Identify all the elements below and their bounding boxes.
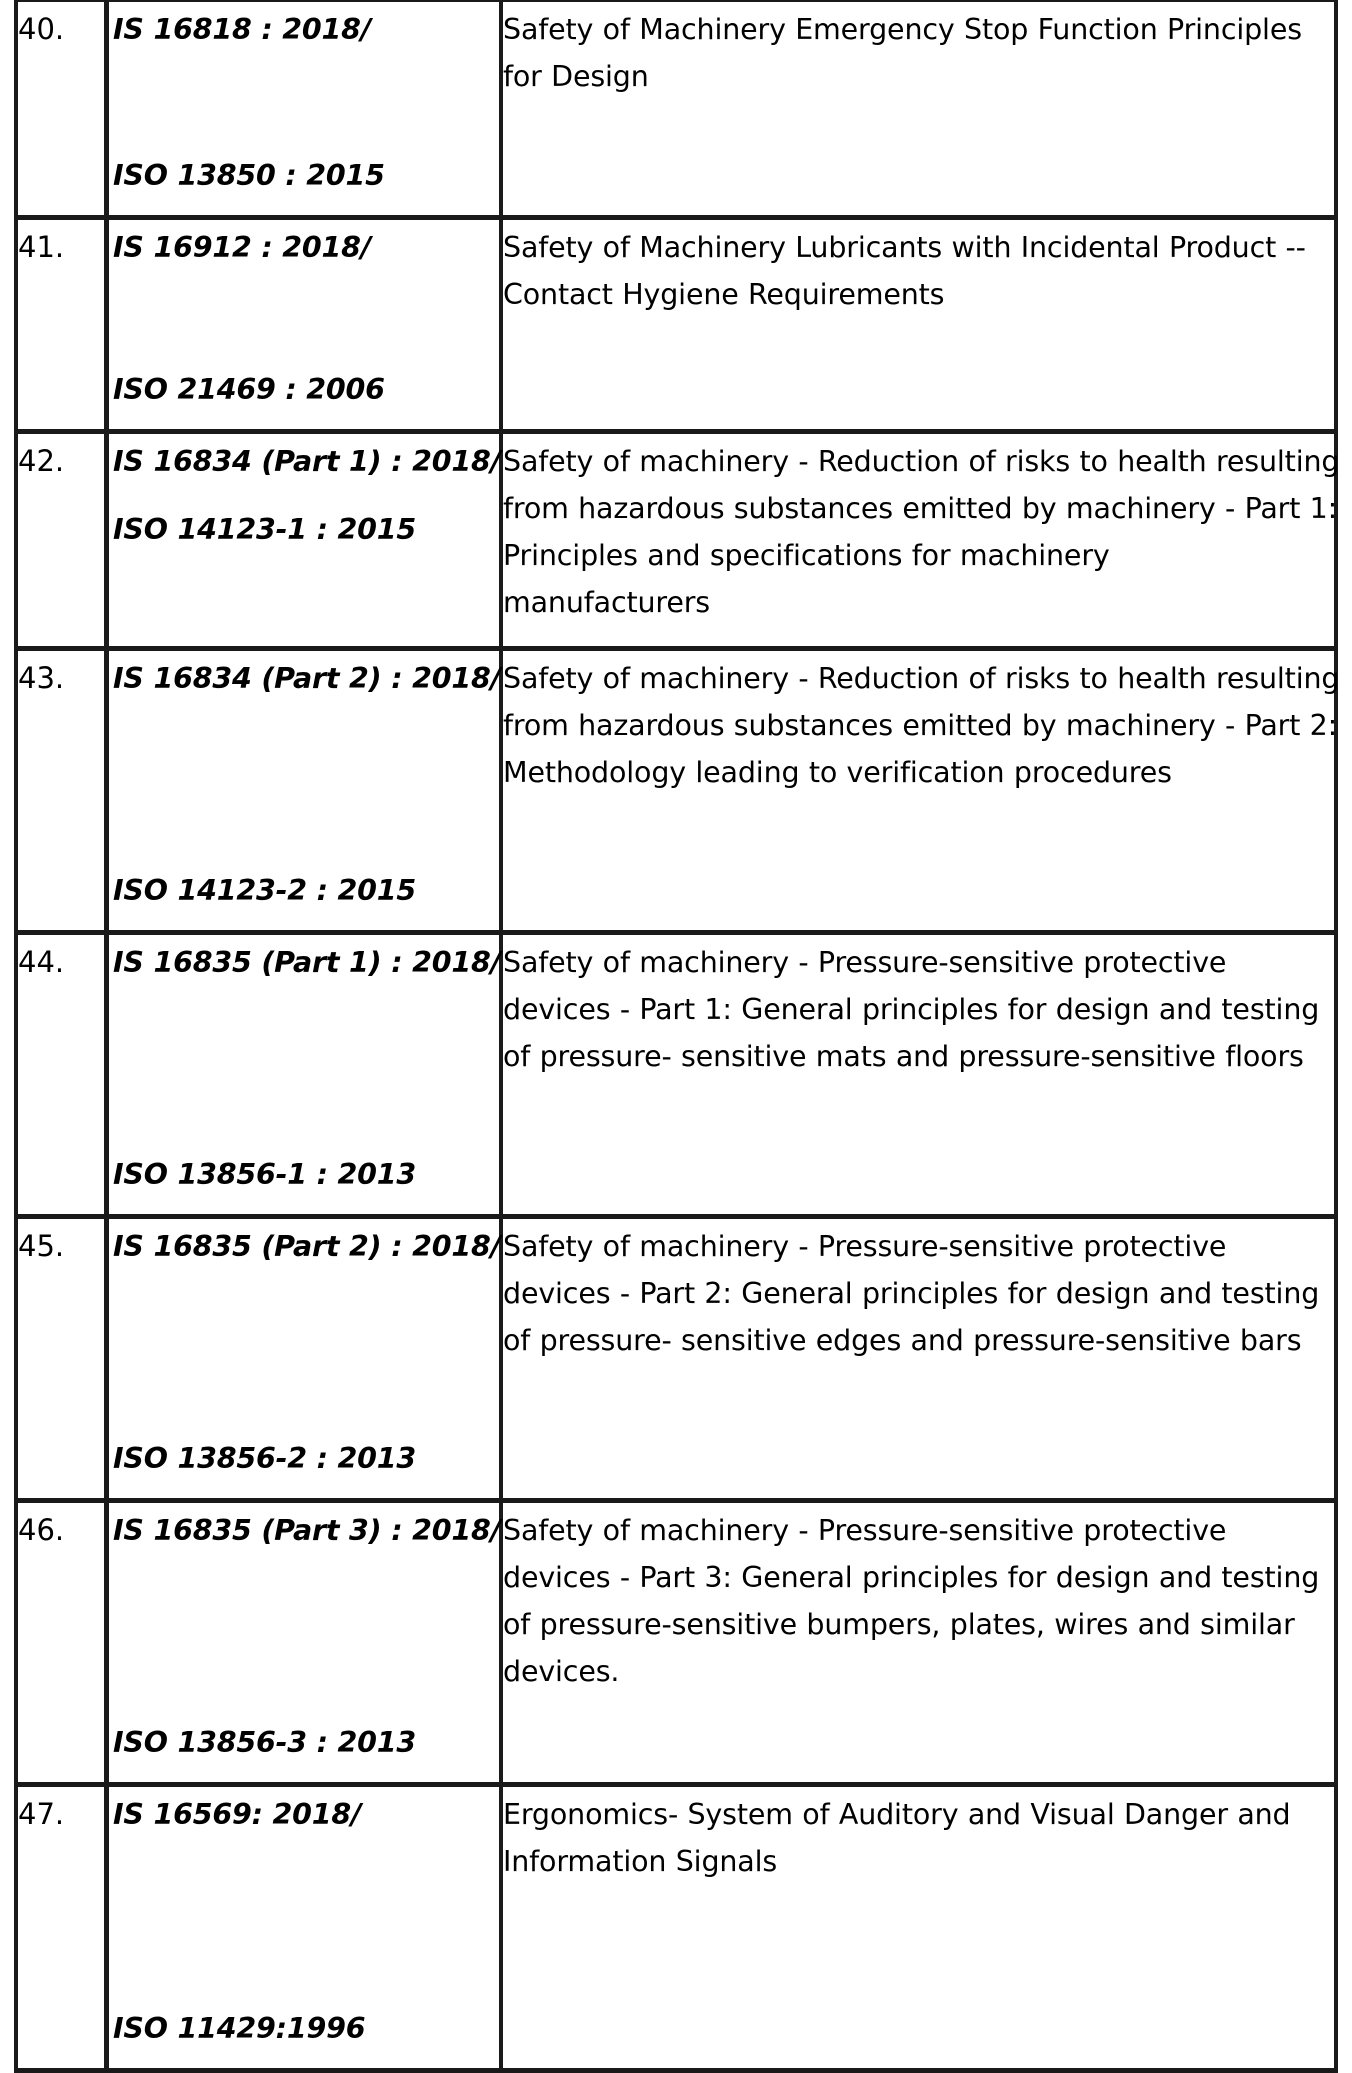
serial-number-cell	[16, 1216, 107, 1500]
title-line: Safety of machinery - Reduction of risks to health resulting	[503, 661, 1340, 695]
standard-title	[503, 1223, 1334, 1365]
serial-number-cell	[16, 217, 107, 431]
standard-code-cell	[107, 932, 502, 1216]
standard-title-cell	[501, 932, 1336, 1216]
standard-title-cell	[501, 1, 1336, 217]
serial-number-cell	[16, 932, 107, 1216]
standard-code-cell	[107, 217, 502, 431]
iso-standard-code: ISO 21469 : 2006	[113, 372, 385, 406]
standard-title-cell	[501, 1500, 1336, 1784]
is-standard-code: IS 16835 (Part 3) : 2018/	[113, 1513, 501, 1547]
table-row	[16, 1500, 1336, 1784]
title-line: Safety of Machinery Emergency Stop Function Principles	[503, 13, 1302, 46]
standard-code-cell	[107, 431, 502, 648]
serial-number: 43.	[18, 660, 65, 695]
is-standard-code: IS 16834 (Part 2) : 2018/	[113, 661, 501, 695]
serial-number-cell	[16, 1784, 107, 2070]
standard-code-cell	[107, 1500, 502, 1784]
serial-number: 46.	[18, 1512, 65, 1547]
title-line: devices - Part 2: General principles for design and testing	[503, 1276, 1320, 1310]
title-line: from hazardous substances emitted by machinery - Part 1:	[503, 491, 1338, 525]
standard-code-cell	[107, 648, 502, 932]
standard-title	[503, 1791, 1334, 1886]
is-standard-code: IS 16834 (Part 1) : 2018/	[113, 444, 501, 478]
serial-number: 44.	[18, 944, 65, 979]
table-row	[16, 648, 1336, 932]
standard-code-cell	[107, 1, 502, 217]
title-line: of pressure-sensitive bumpers, plates, wires and similar	[503, 1608, 1295, 1642]
title-line: Safety of machinery - Pressure-sensitive protective	[503, 1229, 1227, 1263]
title-line: manufacturers	[503, 586, 710, 620]
standard-title	[503, 655, 1340, 797]
serial-number-cell	[16, 1, 107, 217]
standard-title	[503, 939, 1334, 1081]
title-line: Safety of machinery - Reduction of risks to health resulting	[503, 444, 1340, 478]
title-line: Safety of machinery - Pressure-sensitive protective	[503, 1513, 1227, 1547]
title-line: of pressure- sensitive edges and pressure-sensitive bars	[503, 1324, 1302, 1358]
title-line: devices - Part 1: General principles for design and testing	[503, 992, 1320, 1026]
standard-title	[503, 438, 1340, 627]
iso-standard-code: ISO 14123-1 : 2015	[113, 512, 417, 546]
is-standard-code: IS 16835 (Part 2) : 2018/	[113, 1229, 501, 1263]
title-line: Contact Hygiene Requirements	[503, 277, 945, 311]
title-line: from hazardous substances emitted by machinery - Part 2:	[503, 708, 1338, 742]
title-line: Principles and specifications for machinery	[503, 539, 1110, 573]
serial-number-cell	[16, 1500, 107, 1784]
standard-title-cell	[501, 431, 1340, 648]
serial-number: 40.	[18, 12, 65, 46]
iso-standard-code: ISO 13850 : 2015	[113, 158, 385, 192]
iso-standard-code: ISO 13856-2 : 2013	[113, 1441, 417, 1475]
serial-number-cell	[16, 431, 107, 648]
title-line: devices.	[503, 1655, 620, 1689]
standards-table	[14, 0, 1338, 2073]
is-standard-code: IS 16912 : 2018/	[113, 230, 371, 264]
iso-standard-code: ISO 13856-1 : 2013	[113, 1157, 417, 1191]
table-row	[16, 932, 1336, 1216]
serial-number: 45.	[18, 1228, 65, 1263]
serial-number-cell	[16, 648, 107, 932]
standard-title	[503, 6, 1334, 101]
table-row	[16, 1, 1336, 217]
standard-code-cell	[107, 1216, 502, 1500]
title-line: of pressure- sensitive mats and pressure-sensitive floors	[503, 1040, 1304, 1074]
table-row	[16, 217, 1336, 431]
title-line: Safety of machinery - Pressure-sensitive protective	[503, 945, 1227, 979]
title-line: Safety of Machinery Lubricants with Incidental Product --	[503, 230, 1306, 264]
title-line: devices - Part 3: General principles for design and testing	[503, 1560, 1320, 1594]
is-standard-code: IS 16835 (Part 1) : 2018/	[113, 945, 501, 979]
title-line: for Design	[503, 60, 649, 94]
title-line: Information Signals	[503, 1844, 778, 1878]
title-line: Ergonomics- System of Auditory and Visual Danger and	[503, 1797, 1291, 1831]
standard-title-cell	[501, 1784, 1336, 2070]
standard-title	[503, 1507, 1334, 1696]
table-row	[16, 1784, 1336, 2070]
standard-code-cell	[107, 1784, 502, 2070]
table-row	[16, 1216, 1336, 1500]
iso-standard-code: ISO 14123-2 : 2015	[113, 873, 417, 907]
standard-title-cell	[501, 1216, 1336, 1500]
is-standard-code: IS 16569: 2018/	[113, 1797, 362, 1831]
iso-standard-code: ISO 13856-3 : 2013	[113, 1725, 417, 1759]
standard-title-cell	[501, 217, 1336, 431]
serial-number: 41.	[18, 229, 65, 264]
serial-number: 47.	[18, 1796, 65, 1831]
title-line: Methodology leading to verification procedures	[503, 756, 1172, 790]
iso-standard-code: ISO 11429:1996	[113, 2011, 366, 2045]
standard-title	[503, 224, 1334, 319]
standard-title-cell	[501, 648, 1340, 932]
table-row	[16, 431, 1336, 648]
is-standard-code: IS 16818 : 2018/	[113, 13, 371, 46]
serial-number: 42.	[18, 443, 65, 478]
